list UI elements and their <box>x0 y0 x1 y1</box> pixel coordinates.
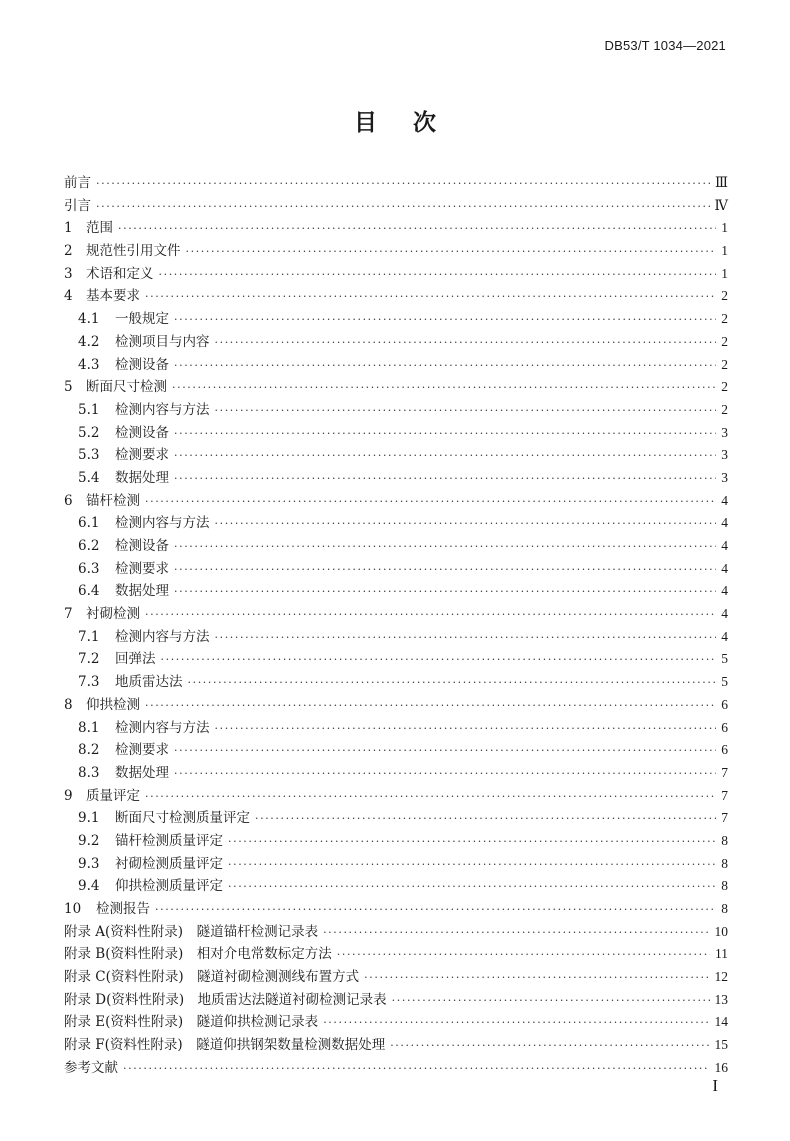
toc-entry-page: 5 <box>721 674 728 690</box>
toc-entry[interactable] <box>64 331 728 354</box>
dot-leader <box>323 1012 709 1035</box>
dot-leader <box>215 718 717 741</box>
dot-leader <box>161 649 717 672</box>
toc-entry[interactable] <box>64 807 728 830</box>
toc-entry-label: 检测项目与内容 <box>115 333 210 350</box>
dot-leader <box>215 627 717 650</box>
toc-entry-number: 5.2 <box>78 424 100 441</box>
toc-entry-page: 3 <box>721 424 728 440</box>
toc-entry-page: 6 <box>721 742 728 758</box>
toc-entry-number: 9 <box>64 787 73 804</box>
dot-leader <box>172 377 716 400</box>
toc-entry-number: 10 <box>64 901 82 917</box>
toc-entry-number: 7.3 <box>78 674 100 691</box>
toc-entry-page: 4 <box>721 492 728 508</box>
toc-entry-page: Ⅲ <box>714 175 728 190</box>
dot-leader <box>96 196 710 219</box>
dot-leader <box>174 536 716 559</box>
toc-entry-label: 附录 F(资料性附录) 隧道仰拱钢架数量检测数据处理 <box>64 1037 386 1054</box>
toc-entry-page: 15 <box>714 1037 728 1053</box>
toc-entry-page: 6 <box>721 696 728 712</box>
toc-entry-label: 检测设备 <box>115 424 169 441</box>
toc-entry[interactable] <box>64 762 728 785</box>
toc-entry-number: 2 <box>64 243 73 260</box>
toc-entry-label: 回弹法 <box>115 651 156 668</box>
dot-leader <box>174 355 716 378</box>
dot-leader <box>228 876 716 899</box>
toc-entry[interactable] <box>64 694 728 717</box>
dot-leader <box>228 854 716 877</box>
toc-entry[interactable] <box>64 943 728 966</box>
toc-entry-number: 4.3 <box>78 356 100 373</box>
toc-entry-page: 8 <box>721 878 728 894</box>
toc-entry-label: 数据处理 <box>115 764 169 781</box>
toc-entry-label: 仰拱检测质量评定 <box>115 878 223 895</box>
toc-entry-page: 4 <box>721 606 728 622</box>
dot-leader <box>215 513 717 536</box>
toc-entry-label: 前言 <box>64 175 91 191</box>
toc-entry-label: 附录 D(资料性附录) 地质雷达法隧道衬砌检测记录表 <box>64 991 387 1008</box>
toc-entry-page: 2 <box>721 401 728 417</box>
toc-entry-label: 参考文献 <box>64 1059 118 1076</box>
toc-entry-page: 4 <box>721 515 728 531</box>
toc-entry-label: 衬砌检测 <box>86 606 140 623</box>
dot-leader <box>145 695 716 718</box>
dot-leader <box>145 286 716 309</box>
toc-entry-page: 8 <box>721 832 728 848</box>
toc-entry[interactable] <box>64 195 728 218</box>
page-title: 目次 <box>354 109 472 136</box>
toc-entry[interactable] <box>64 830 728 853</box>
toc-entry[interactable] <box>64 444 728 467</box>
page-number: I <box>712 1076 718 1095</box>
dot-leader <box>392 990 710 1013</box>
toc-entry-page: 7 <box>721 810 728 826</box>
toc-entry-page: 12 <box>714 969 728 985</box>
dot-leader <box>255 808 716 831</box>
toc-entry[interactable] <box>64 966 728 989</box>
toc-entry[interactable] <box>64 739 728 762</box>
toc-entry[interactable] <box>64 921 728 944</box>
toc-entry-page: 5 <box>721 651 728 667</box>
toc-entry[interactable] <box>64 898 728 921</box>
toc-entry[interactable] <box>64 240 728 263</box>
toc-entry-number: 4.2 <box>78 333 100 350</box>
toc-entry-page: 3 <box>721 469 728 485</box>
toc-entry-number: 5.1 <box>78 401 100 418</box>
toc-entry-page: 7 <box>721 787 728 803</box>
toc-entry-number: 6.1 <box>78 515 100 532</box>
toc-entry-page: 1 <box>721 265 728 281</box>
document-code: DB53/T 1034—2021 <box>604 38 726 53</box>
dot-leader <box>174 581 716 604</box>
dot-leader <box>174 423 716 446</box>
toc-entry[interactable] <box>64 467 728 490</box>
toc-entry-number: 8 <box>64 696 73 713</box>
toc-entry-label: 断面尺寸检测质量评定 <box>115 810 250 827</box>
toc-entry[interactable] <box>64 285 728 308</box>
toc-entry-label: 一般规定 <box>115 311 169 328</box>
toc-entry-number: 7 <box>64 606 73 623</box>
dot-leader <box>145 491 716 514</box>
toc-entry-label: 范围 <box>86 220 113 237</box>
toc-entry-label: 规范性引用文件 <box>86 243 181 260</box>
toc-entry-page: 16 <box>714 1059 728 1075</box>
toc-entry-page: 2 <box>721 288 728 304</box>
toc-entry-label: 检测内容与方法 <box>115 628 210 645</box>
dot-leader <box>118 218 716 241</box>
toc-entry[interactable] <box>64 853 728 876</box>
toc-entry-label: 数据处理 <box>115 583 169 600</box>
toc-entry-label: 数据处理 <box>115 469 169 486</box>
toc-entry[interactable] <box>64 308 728 331</box>
toc-entry-number: 5 <box>64 379 73 396</box>
toc-entry-page: 8 <box>721 855 728 871</box>
toc-entry-label: 术语和定义 <box>86 265 154 282</box>
toc-entry-label: 检测内容与方法 <box>115 401 210 418</box>
dot-leader <box>390 1035 709 1058</box>
toc-entry-page: 2 <box>721 333 728 349</box>
toc-entry-page: 11 <box>715 946 728 962</box>
dot-leader <box>96 173 710 196</box>
toc-entry-page: 7 <box>721 764 728 780</box>
dot-leader <box>174 468 716 491</box>
toc-entry-page: 10 <box>714 923 728 939</box>
toc-entry-number: 9.4 <box>78 878 100 895</box>
toc-entry[interactable] <box>64 1011 728 1034</box>
toc-entry-number: 6 <box>64 492 73 509</box>
toc-entry-label: 附录 B(资料性附录) 相对介电常数标定方法 <box>64 946 332 963</box>
toc-entry-label: 检测报告 <box>96 901 150 917</box>
toc-entry-number: 8.1 <box>78 719 100 736</box>
toc-entry[interactable] <box>64 626 728 649</box>
dot-leader <box>323 922 709 945</box>
toc-entry[interactable] <box>64 558 728 581</box>
toc-entry[interactable] <box>64 354 728 377</box>
toc-entry[interactable] <box>64 603 728 626</box>
toc-entry[interactable] <box>64 1034 728 1057</box>
toc-entry-label: 锚杆检测质量评定 <box>115 832 223 849</box>
dot-leader <box>188 672 717 695</box>
toc-entry-page: 8 <box>721 901 728 916</box>
toc-entry-number: 6.4 <box>78 583 100 600</box>
toc-entry-number: 4.1 <box>78 311 100 328</box>
dot-leader <box>186 241 717 264</box>
toc-entry[interactable] <box>64 785 728 808</box>
toc-entry-label: 衬砌检测质量评定 <box>115 855 223 872</box>
dot-leader <box>145 604 716 627</box>
toc-entry[interactable] <box>64 399 728 422</box>
toc-entry-number: 6.2 <box>78 538 100 554</box>
dot-leader <box>174 740 716 763</box>
toc-entry-number: 9.1 <box>78 810 100 827</box>
dot-leader <box>364 967 709 990</box>
toc-entry-label: 附录 C(资料性附录) 隧道衬砌检测测线布置方式 <box>64 969 360 986</box>
dot-leader <box>337 944 710 967</box>
toc-entry[interactable] <box>64 490 728 513</box>
toc-entry-page: 13 <box>714 991 728 1007</box>
toc-entry-label: 锚杆检测 <box>86 492 140 509</box>
toc-entry[interactable] <box>64 263 728 286</box>
toc-entry-page: 2 <box>721 379 728 395</box>
toc-entry[interactable] <box>64 717 728 740</box>
dot-leader <box>174 763 716 786</box>
toc-entry-label: 基本要求 <box>86 288 140 305</box>
toc-entry-page: 4 <box>721 538 728 553</box>
toc-entry[interactable] <box>64 989 728 1012</box>
toc-entry-label: 引言 <box>64 197 91 214</box>
dot-leader <box>159 264 717 287</box>
toc-entry-number: 1 <box>64 220 73 237</box>
toc-entry-page: 6 <box>721 719 728 735</box>
dot-leader <box>174 309 716 332</box>
toc-entry[interactable] <box>64 217 728 240</box>
toc-entry[interactable] <box>64 671 728 694</box>
toc-entry-label: 附录 E(资料性附录) 隧道仰拱检测记录表 <box>64 1014 319 1031</box>
toc-entry[interactable] <box>64 875 728 898</box>
dot-leader <box>174 445 716 468</box>
dot-leader <box>215 332 717 355</box>
toc-entry-label: 断面尺寸检测 <box>86 379 167 396</box>
toc-entry-page: Ⅳ <box>714 197 728 213</box>
toc-entry[interactable] <box>64 1057 728 1080</box>
toc-entry[interactable] <box>64 535 728 558</box>
toc-entry-number: 8.3 <box>78 764 100 781</box>
toc-entry-number: 7.2 <box>78 651 100 668</box>
toc-entry-number: 9.2 <box>78 832 100 849</box>
toc-entry-page: 2 <box>721 356 728 372</box>
toc-entry-label: 检测内容与方法 <box>115 719 210 736</box>
toc-entry-label: 检测设备 <box>115 538 169 554</box>
toc-entry-label: 检测内容与方法 <box>115 515 210 532</box>
toc-entry-label: 检测设备 <box>115 356 169 373</box>
toc-entry-page: 3 <box>721 447 728 463</box>
toc-entry-label: 质量评定 <box>86 787 140 804</box>
toc-entry-page: 4 <box>721 628 728 644</box>
toc-entry-number: 9.3 <box>78 855 100 872</box>
dot-leader <box>215 400 717 423</box>
toc-entry[interactable] <box>64 648 728 671</box>
toc-entry-label: 检测要求 <box>115 447 169 464</box>
toc-entry-page: 4 <box>721 560 728 576</box>
dot-leader <box>155 899 716 922</box>
toc-entry[interactable] <box>64 422 728 445</box>
toc-entry-number: 5.4 <box>78 469 100 486</box>
toc-entry-label: 检测要求 <box>115 742 169 759</box>
toc-entry-number: 7.1 <box>78 628 100 645</box>
toc-entry-number: 4 <box>64 288 73 305</box>
toc-entry[interactable] <box>64 172 728 195</box>
toc-entry[interactable] <box>64 580 728 603</box>
table-of-contents <box>64 172 728 1080</box>
toc-entry-page: 14 <box>714 1014 728 1030</box>
toc-entry-number: 6.3 <box>78 560 100 577</box>
toc-entry-label: 检测要求 <box>115 560 169 577</box>
toc-entry[interactable] <box>64 376 728 399</box>
toc-entry-page: 1 <box>721 220 728 236</box>
toc-entry-page: 1 <box>721 243 728 259</box>
toc-entry-page: 4 <box>721 583 728 599</box>
toc-entry-label: 仰拱检测 <box>86 696 140 713</box>
dot-leader <box>145 786 716 809</box>
toc-entry-label: 地质雷达法 <box>115 674 183 691</box>
dot-leader <box>228 831 716 854</box>
dot-leader <box>123 1058 710 1081</box>
toc-entry[interactable] <box>64 512 728 535</box>
toc-entry-number: 8.2 <box>78 742 100 759</box>
dot-leader <box>174 559 716 582</box>
toc-entry-number: 3 <box>64 265 73 282</box>
toc-entry-label: 附录 A(资料性附录) 隧道锚杆检测记录表 <box>64 923 319 940</box>
toc-entry-number: 5.3 <box>78 447 100 464</box>
toc-entry-page: 2 <box>721 311 728 327</box>
